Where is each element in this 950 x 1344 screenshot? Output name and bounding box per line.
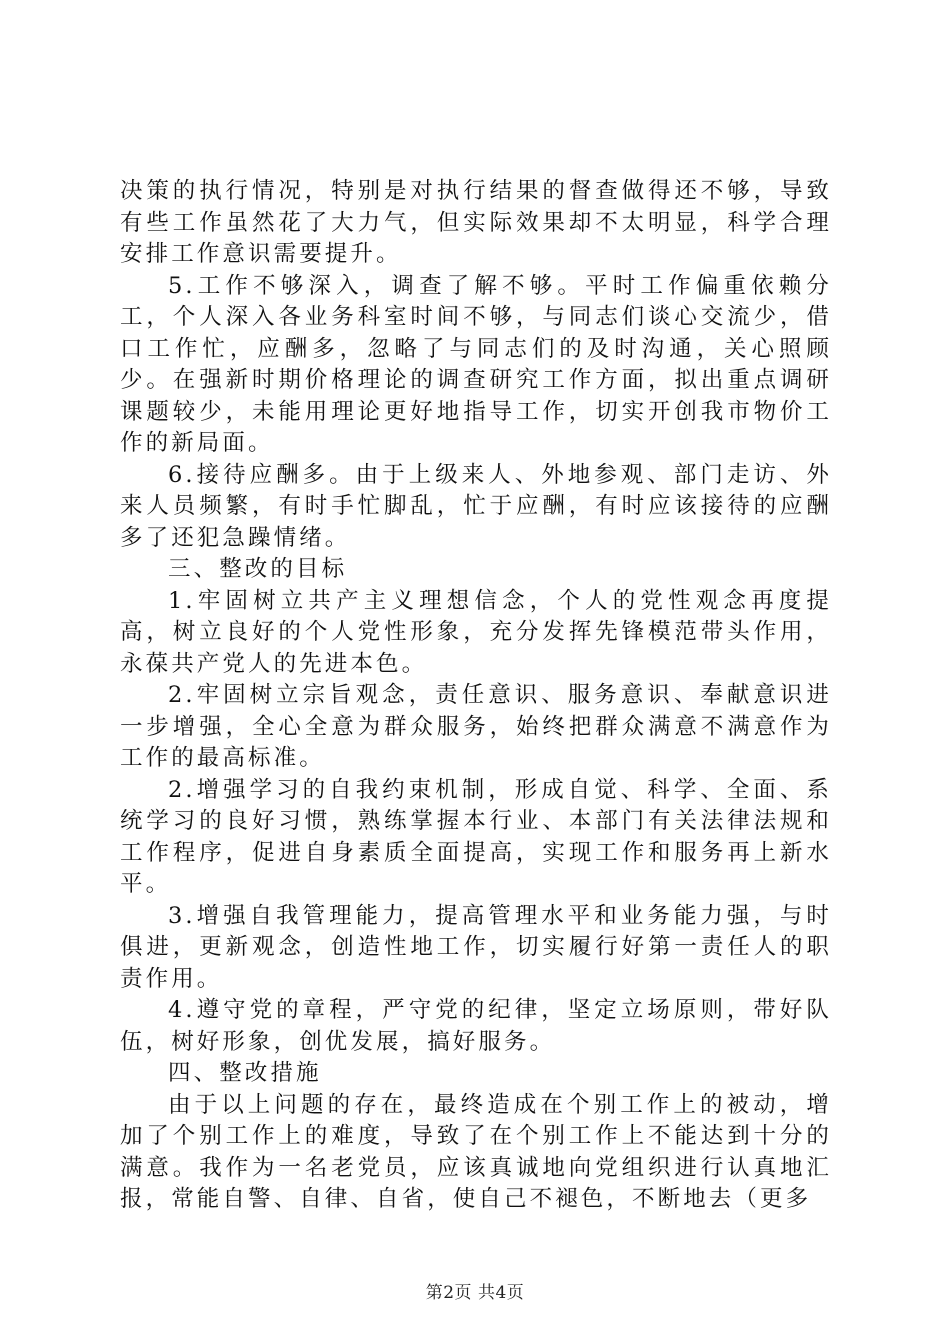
paragraph-goal-2b: 2.增强学习的自我约束机制，形成自觉、科学、全面、系统学习的良好习惯，熟练掌握本行业、本部门有关法律法规和工作程序，促进自身素质全面提高，实现工作和服务再上新水平。 <box>120 776 832 897</box>
section-heading-goals: 三、整改的目标 <box>168 556 348 582</box>
paragraph-continuation: 决策的执行情况，特别是对执行结果的督查做得还不够，导致有些工作虽然花了大力气，但实际效果却不太明显，科学合理安排工作意识需要提升。 <box>120 178 832 267</box>
paragraph-item-5: 5.工作不够深入，调查了解不够。平时工作偏重依赖分工，个人深入各业务科室时间不够，与同志们谈心交流少，借口工作忙，应酬多，忽略了与同志们的及时沟通，关心照顾少。在强新时期价格理论的调查研究工作方面，拟出重点调研课题较少，未能用理论更好地指导工作，切实开创我市物价工作的新局面。 <box>120 272 832 456</box>
page-number-footer: 第2页 共4页 <box>425 1283 525 1303</box>
paragraph-goal-1: 1.牢固树立共产主义理想信念，个人的党性观念再度提高，树立良好的个人党性形象，充分发挥先锋模范带头作用，永葆共产党人的先进本色。 <box>120 587 832 677</box>
paragraph-goal-3: 3.增强自我管理能力，提高管理水平和业务能力强，与时俱进，更新观念，创造性地工作，切实履行好第一责任人的职责作用。 <box>120 902 832 992</box>
paragraph-item-6: 6.接待应酬多。由于上级来人、外地参观、部门走访、外来人员频繁，有时手忙脚乱，忙于应酬，有时应该接待的应酬多了还犯急躁情绪。 <box>120 461 832 551</box>
section-heading-measures: 四、整改措施 <box>168 1060 322 1086</box>
paragraph-goal-4: 4.遵守党的章程，严守党的纪律，坚定立场原则，带好队伍，树好形象，创优发展，搞好服务。 <box>120 997 832 1055</box>
document-body <box>120 176 832 1216</box>
paragraph-goal-2: 2.牢固树立宗旨观念，责任意识、服务意识、奉献意识进一步增强，全心全意为群众服务，始终把群众满意不满意作为工作的最高标准。 <box>120 682 832 771</box>
paragraph-measures: 由于以上问题的存在，最终造成在个别工作上的被动，增加了个别工作上的难度，导致了在个别工作上不能达到十分的满意。我作为一名老党员，应该真诚地向党组织进行认真地汇报，常能自警、自律、自省，使自己不褪色，不断地去（更多 <box>120 1091 832 1212</box>
